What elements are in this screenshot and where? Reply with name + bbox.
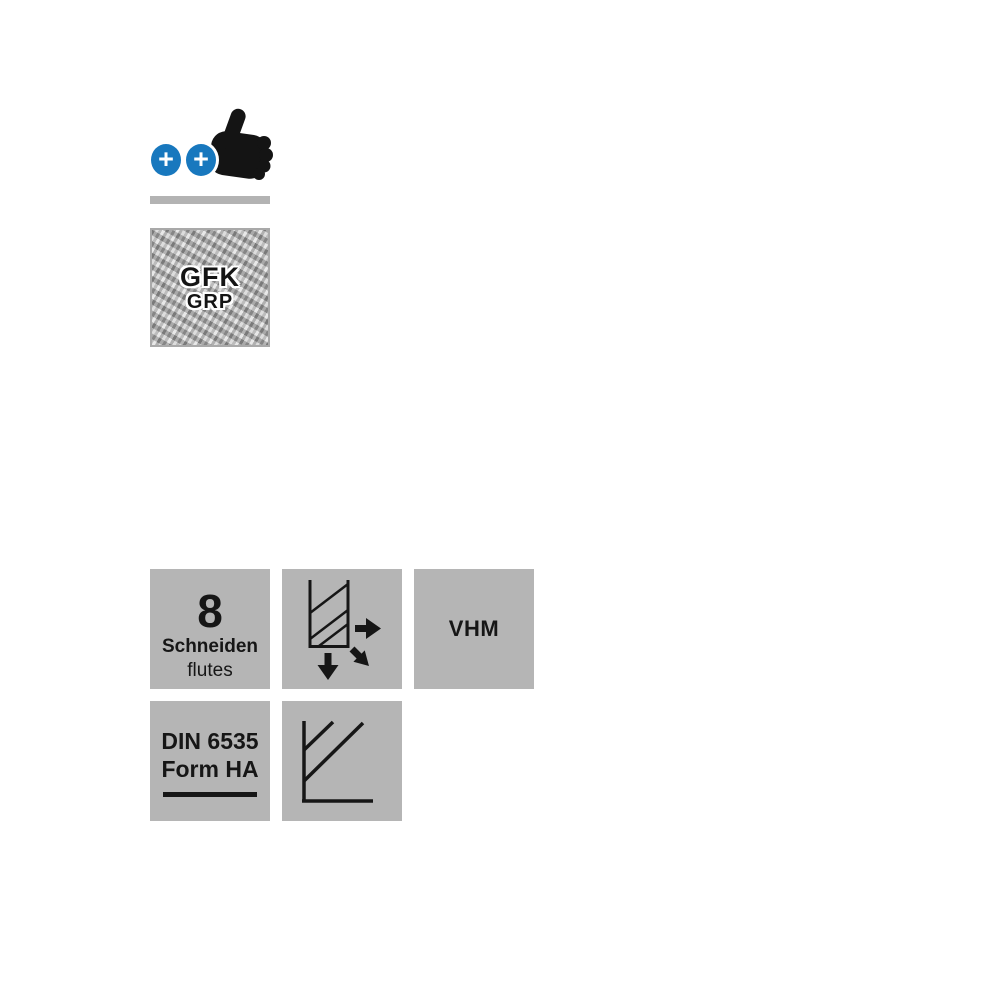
divider-bar (150, 196, 270, 204)
material-label-secondary: GRP (186, 290, 234, 313)
flute-label-en: flutes (187, 660, 233, 681)
flute-count: 8 (197, 585, 223, 637)
shank-standard: DIN 6535 (161, 728, 259, 754)
tile-material-vhm (414, 569, 534, 689)
material-weave-image (150, 228, 270, 347)
plus-glyph: + (193, 143, 209, 174)
milling-direction-arrows-icon (282, 569, 402, 689)
shank-form: Form HA (161, 756, 259, 782)
plus-badge-icon (183, 141, 219, 179)
tile-shank-din (150, 701, 270, 821)
flute-label-de: Schneiden (161, 636, 259, 657)
plain-shank-icon (163, 792, 257, 797)
tile-ramping (282, 701, 402, 821)
plus-glyph: + (158, 143, 174, 174)
material-label-primary: GFK (180, 261, 240, 292)
tile-flutes (150, 569, 270, 689)
ramping-angles-icon (282, 701, 402, 821)
plus-badge-icon (148, 141, 184, 179)
vhm-label: VHM (448, 616, 500, 641)
tile-milling-directions (282, 569, 402, 689)
